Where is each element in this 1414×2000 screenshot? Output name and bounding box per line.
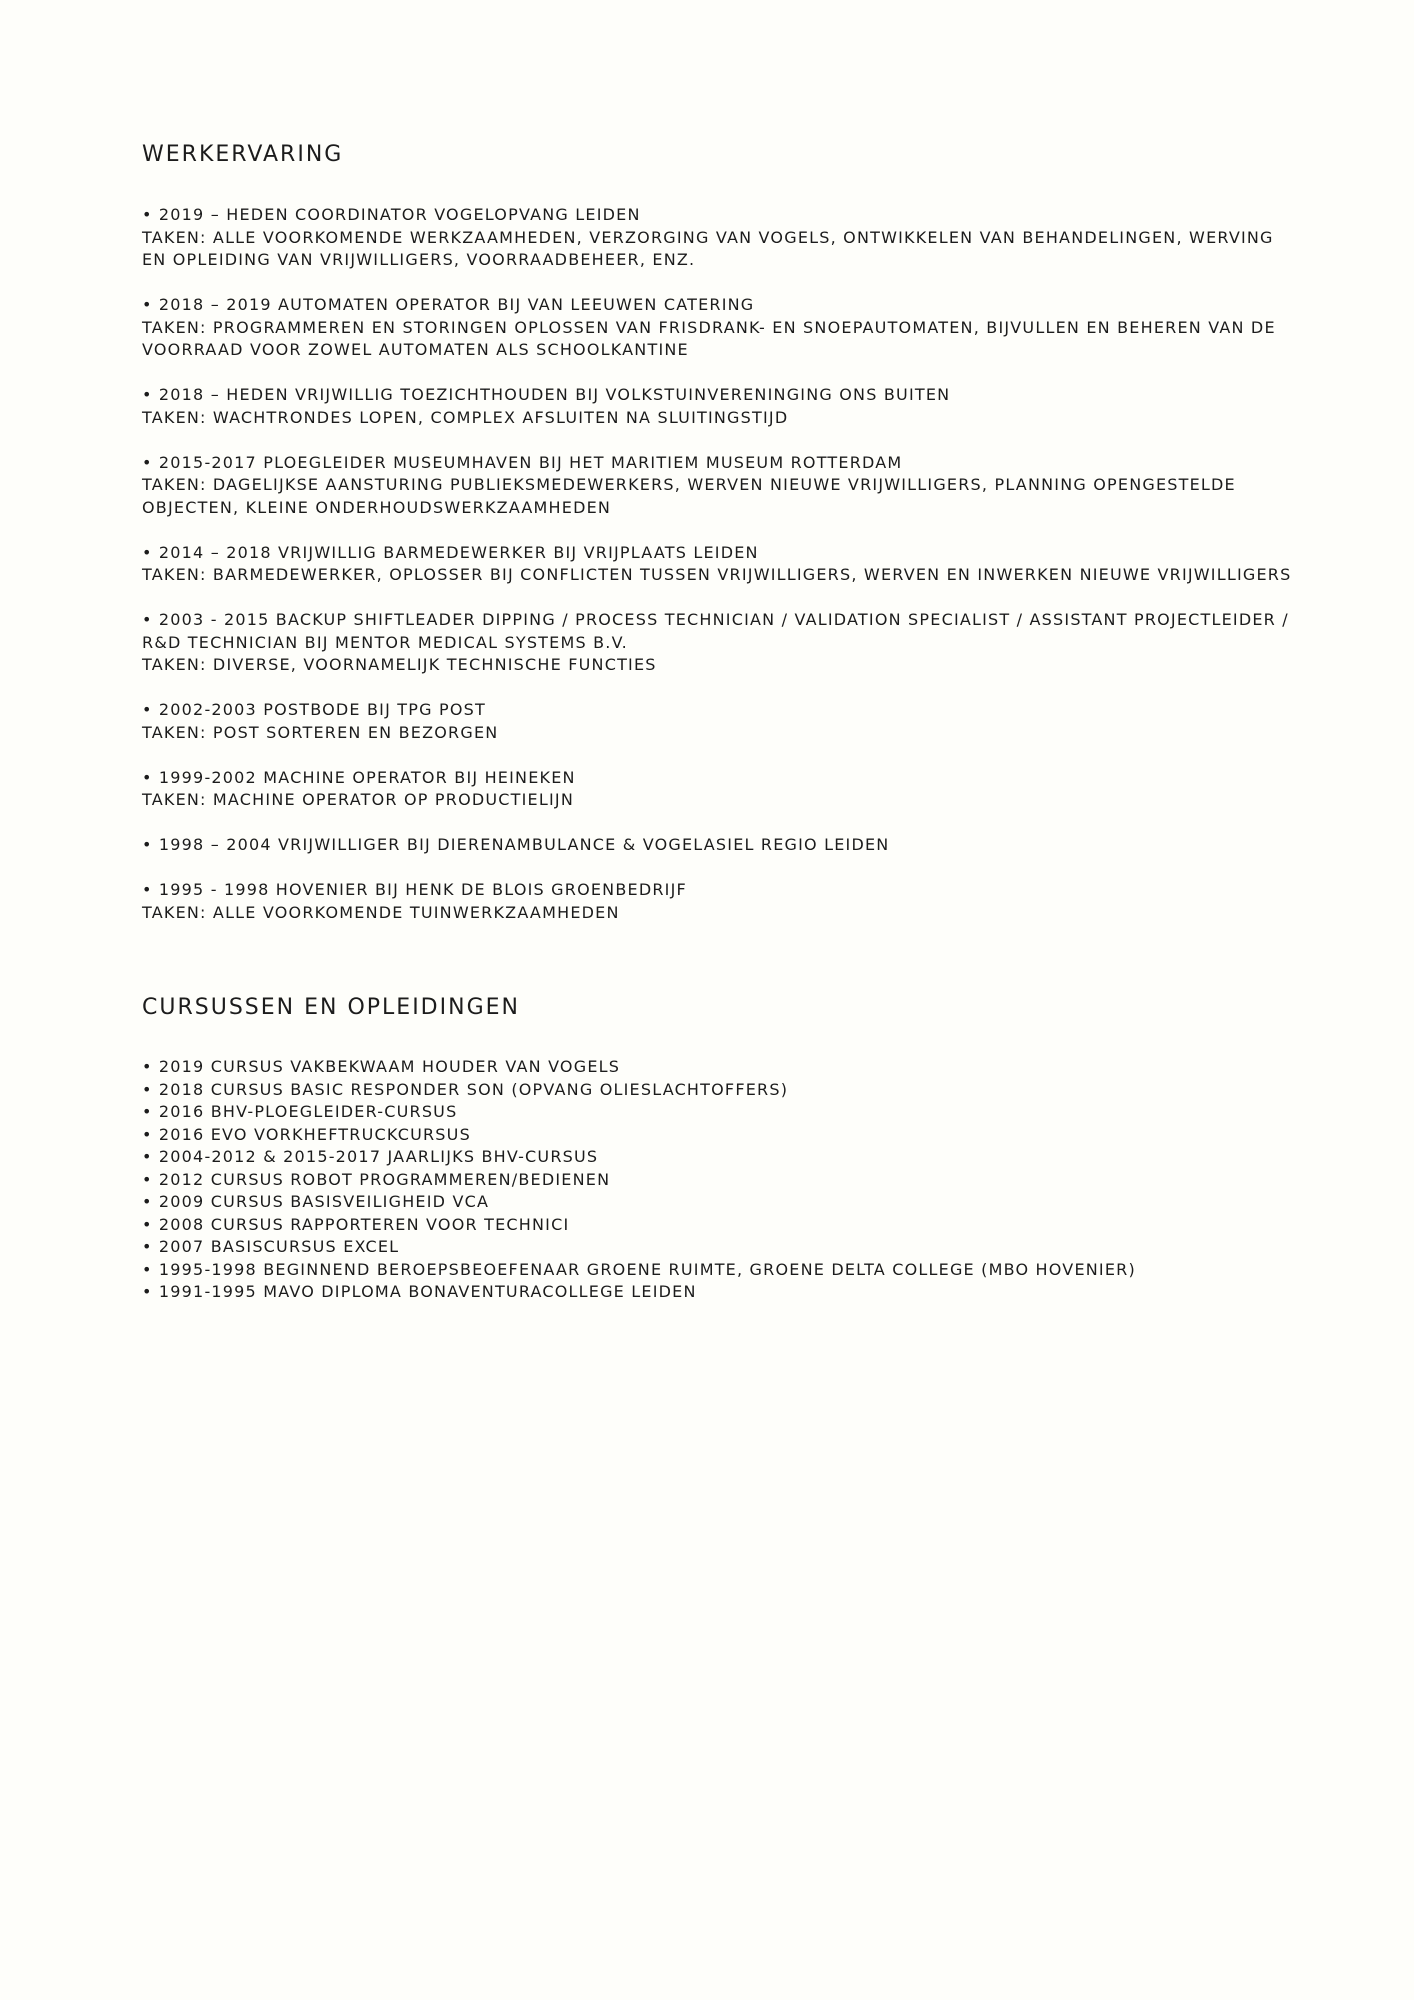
work-entry (142, 609, 1402, 677)
work-entry-detail: EN OPLEIDING VAN VRIJWILLIGERS, VOORRAADBEHEER, ENZ. (142, 250, 696, 269)
course-item: • 2018 CURSUS BASIC RESPONDER SON (OPVANG OLIESLACHTOFFERS) (142, 1079, 789, 1099)
work-entry (142, 542, 1402, 587)
course-item: • 2016 EVO VORKHEFTRUCKCURSUS (142, 1124, 471, 1144)
work-entry-heading: • 1998 – 2004 VRIJWILLIGER BIJ DIERENAMBULANCE & VOGELASIEL REGIO LEIDEN (142, 835, 890, 854)
work-entry-detail: TAKEN: PROGRAMMEREN EN STORINGEN OPLOSSEN VAN FRISDRANK- EN SNOEPAUTOMATEN, BIJVULLEN EN BEHEREN VAN DE (142, 317, 1276, 337)
work-entry-heading: • 2003 - 2015 BACKUP SHIFTLEADER DIPPING / PROCESS TECHNICIAN / VALIDATION SPECIALIST / ASSISTANT PROJECTLEIDER / (142, 610, 1289, 629)
courses-title: CURSUSSEN EN OPLEIDINGEN (142, 995, 520, 1020)
work-entry-detail: TAKEN: DAGELIJKSE AANSTURING PUBLIEKSMEDEWERKERS, WERVEN NIEUWE VRIJWILLIGERS, PLANNING OPENGESTELDE (142, 475, 1236, 494)
work-entry-detail: TAKEN: ALLE VOORKOMENDE TUINWERKZAAMHEDEN (142, 902, 620, 922)
work-experience-title: WERKERVARING (142, 142, 344, 167)
work-entry-detail: VOORRAAD VOOR ZOWEL AUTOMATEN ALS SCHOOLKANTINE (142, 340, 689, 359)
work-entry-detail: OBJECTEN, KLEINE ONDERHOUDSWERKZAAMHEDEN (142, 497, 612, 517)
work-entry-heading: • 2014 – 2018 VRIJWILLIG BARMEDEWERKER BIJ VRIJPLAATS LEIDEN (142, 542, 759, 562)
work-entry (142, 452, 1402, 520)
work-entry-heading: • 2015-2017 PLOEGLEIDER MUSEUMHAVEN BIJ HET MARITIEM MUSEUM ROTTERDAM (142, 452, 903, 472)
course-item: • 2004-2012 & 2015-2017 JAARLIJKS BHV-CURSUS (142, 1147, 599, 1166)
work-entry-detail: TAKEN: ALLE VOORKOMENDE WERKZAAMHEDEN, VERZORGING VAN VOGELS, ONTWIKKELEN VAN BEHANDELINGEN, WERVING (142, 227, 1274, 247)
work-entry-detail: TAKEN: BARMEDEWERKER, OPLOSSER BIJ CONFLICTEN TUSSEN VRIJWILLIGERS, WERVEN EN INWERKEN NIEUWE VRIJWILLIGERS (142, 565, 1292, 584)
work-entry-heading: • 2019 – HEDEN COORDINATOR VOGELOPVANG LEIDEN (142, 205, 641, 224)
courses-list (142, 1056, 1402, 1304)
work-entry-heading: • 1999-2002 MACHINE OPERATOR BIJ HEINEKEN (142, 767, 576, 787)
course-item: • 2012 CURSUS ROBOT PROGRAMMEREN/BEDIENEN (142, 1169, 611, 1189)
course-item: • 2019 CURSUS VAKBEKWAAM HOUDER VAN VOGELS (142, 1057, 621, 1076)
work-entry-heading: • 2018 – 2019 AUTOMATEN OPERATOR BIJ VAN LEEUWEN CATERING (142, 295, 755, 314)
work-entry (142, 834, 1402, 857)
course-item: • 2016 BHV-PLOEGLEIDER-CURSUS (142, 1102, 458, 1121)
course-item: • 1995-1998 BEGINNEND BEROEPSBEOEFENAAR GROENE RUIMTE, GROENE DELTA COLLEGE (MBO HOVENIER) (142, 1259, 1136, 1279)
course-item: • 2009 CURSUS BASISVEILIGHEID VCA (142, 1192, 490, 1211)
work-entry (142, 879, 1402, 924)
course-item: • 1991-1995 MAVO DIPLOMA BONAVENTURACOLLEGE LEIDEN (142, 1282, 697, 1301)
work-experience-list (142, 204, 1402, 947)
work-entry-detail: TAKEN: DIVERSE, VOORNAMELIJK TECHNISCHE FUNCTIES (142, 655, 657, 674)
work-entry (142, 699, 1402, 744)
work-entry-detail: TAKEN: MACHINE OPERATOR OP PRODUCTIELIJN (142, 790, 574, 809)
work-entry-heading: • 2002-2003 POSTBODE BIJ TPG POST (142, 700, 486, 719)
work-entry-detail: TAKEN: POST SORTEREN EN BEZORGEN (142, 722, 499, 742)
course-item: • 2007 BASISCURSUS EXCEL (142, 1237, 400, 1256)
work-entry (142, 767, 1402, 812)
work-entry-detail: TAKEN: WACHTRONDES LOPEN, COMPLEX AFSLUITEN NA SLUITINGSTIJD (142, 407, 789, 427)
work-entry (142, 294, 1402, 362)
work-entry (142, 204, 1402, 272)
work-entry-heading: • 2018 – HEDEN VRIJWILLIG TOEZICHTHOUDEN BIJ VOLKSTUINVERENINGING ONS BUITEN (142, 385, 951, 404)
work-entry-detail: R&D TECHNICIAN BIJ MENTOR MEDICAL SYSTEMS B.V. (142, 632, 628, 652)
work-entry (142, 384, 1402, 429)
work-entry-heading: • 1995 - 1998 HOVENIER BIJ HENK DE BLOIS GROENBEDRIJF (142, 880, 687, 899)
course-item: • 2008 CURSUS RAPPORTEREN VOOR TECHNICI (142, 1214, 570, 1234)
